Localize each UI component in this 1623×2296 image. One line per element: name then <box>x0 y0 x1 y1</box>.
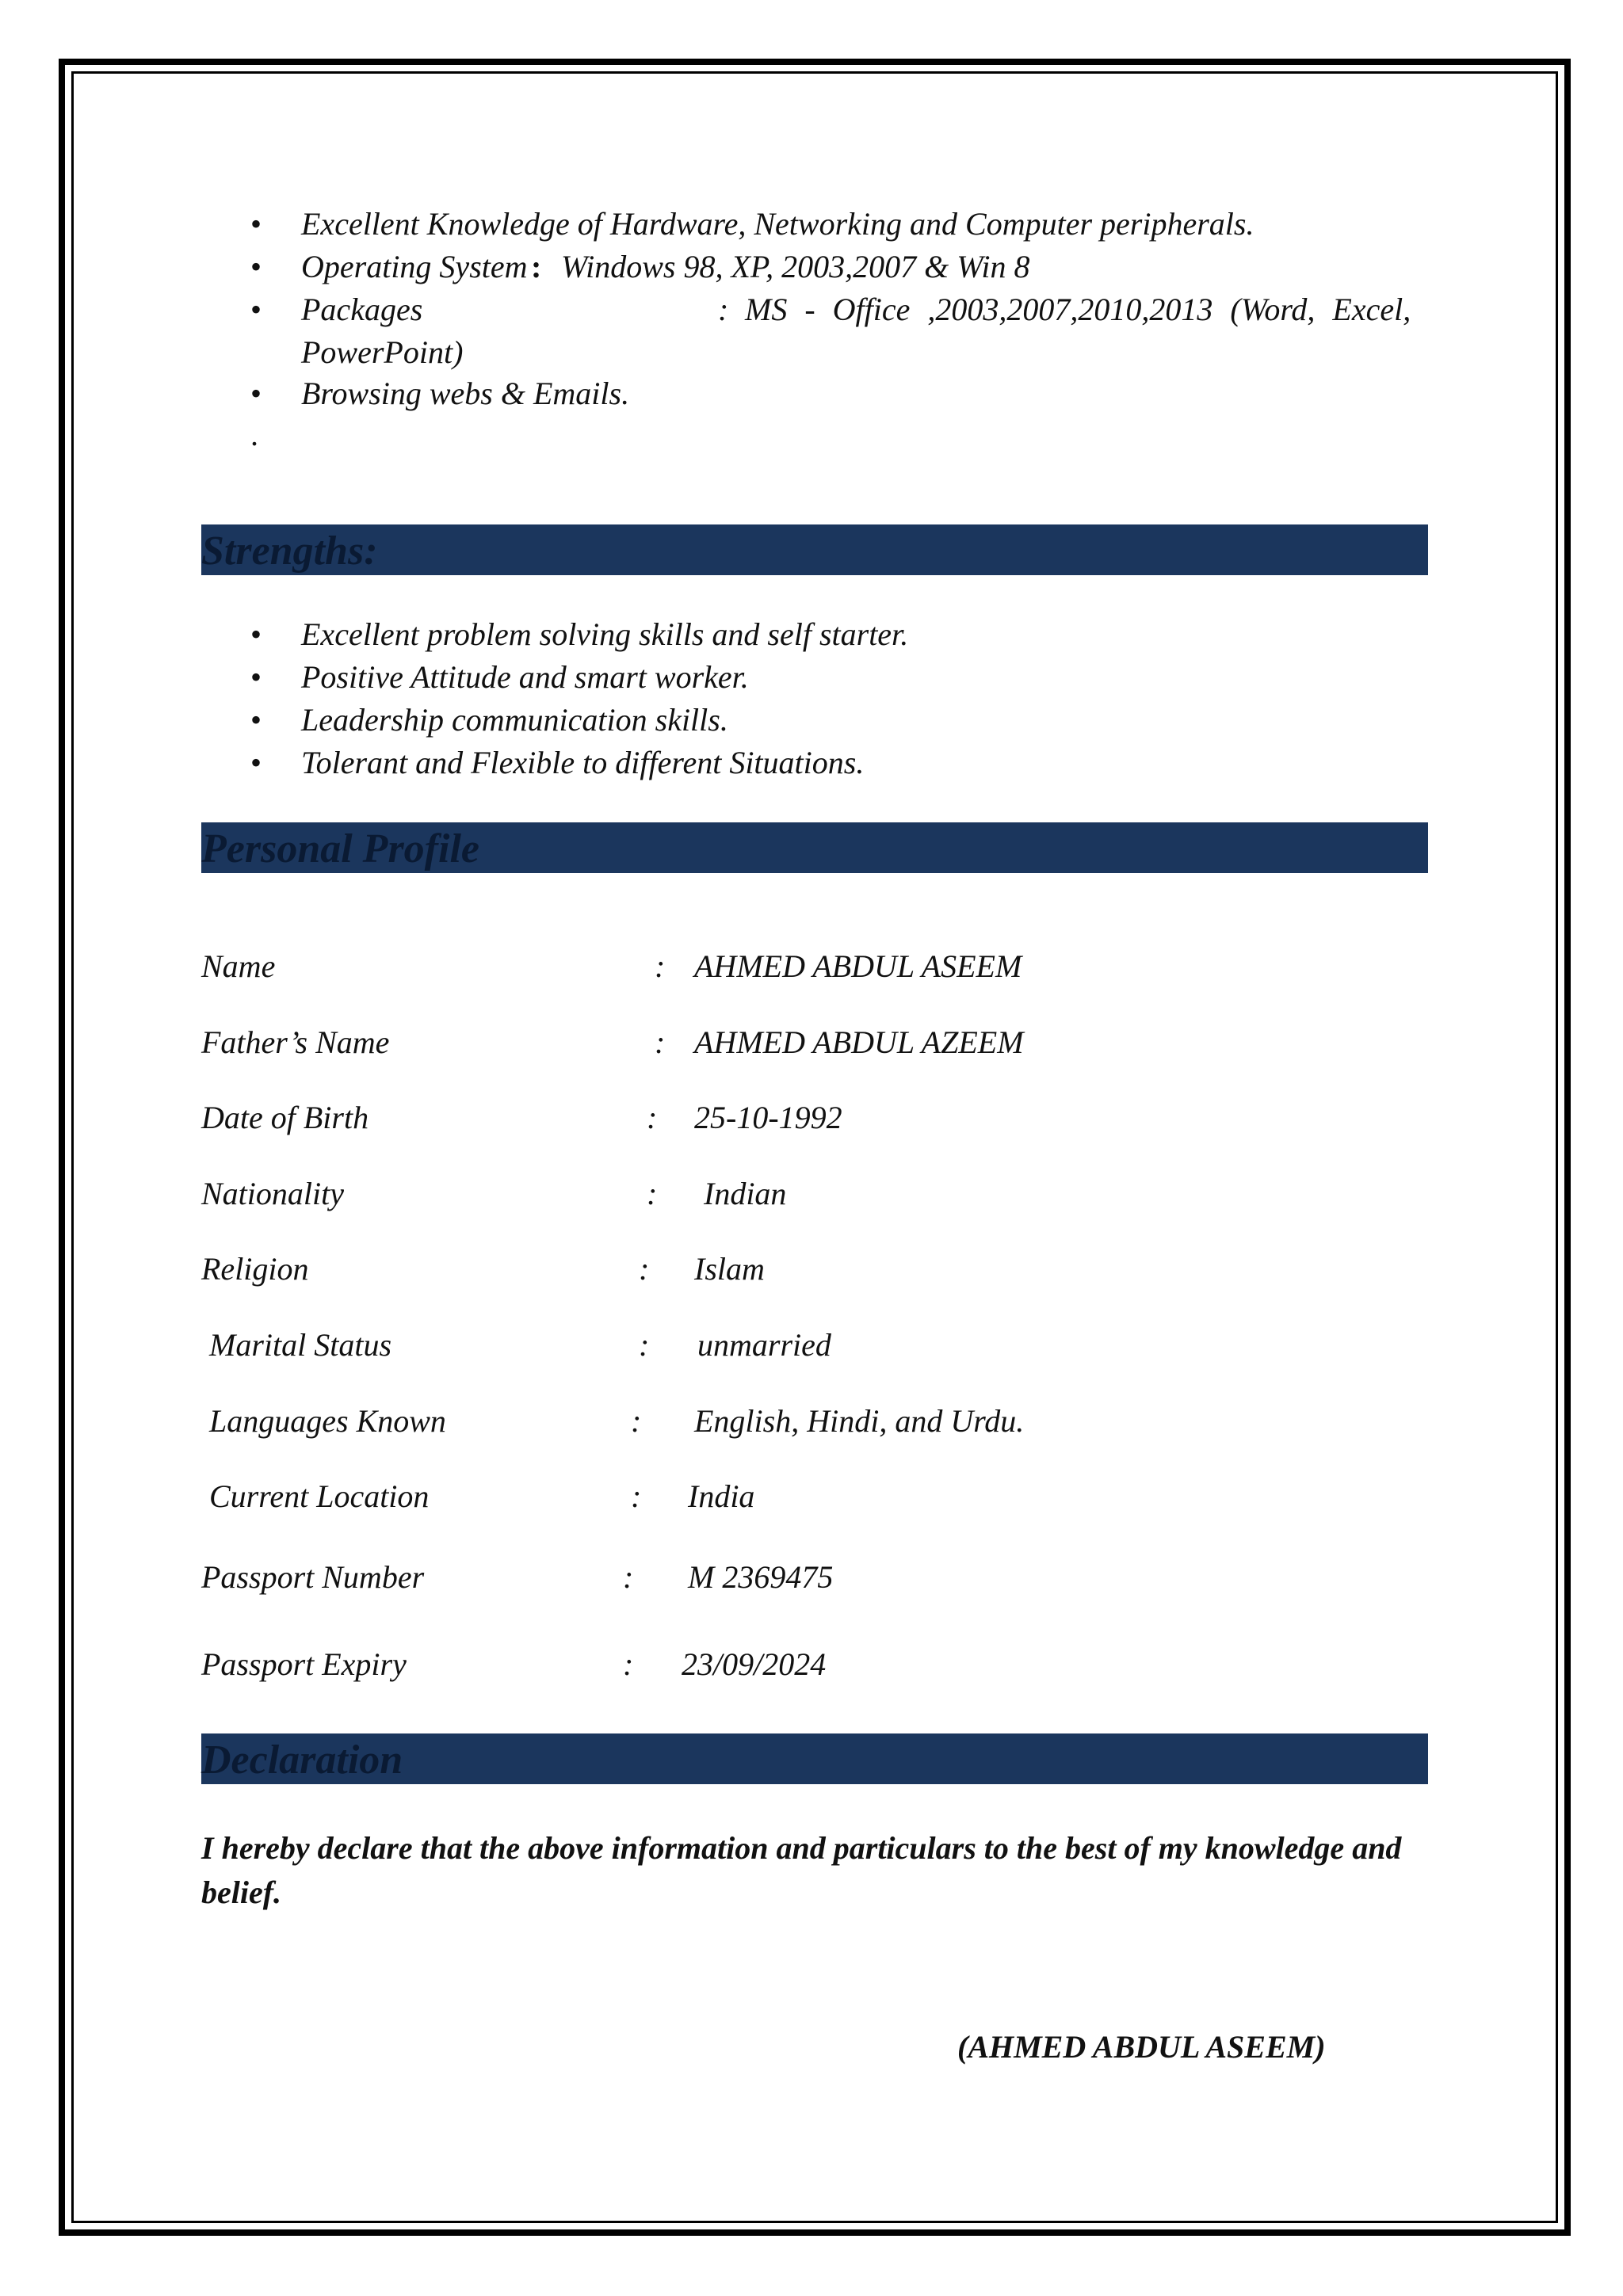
signature-name: (AHMED ABDUL ASEEM) <box>957 2029 1326 2065</box>
profile-value: AHMED ABDUL AZEEM <box>694 1024 1024 1060</box>
profile-separator: : <box>639 1251 650 1287</box>
declaration-text: I hereby declare that the above information and particulars to the best of my knowledge and belief. <box>201 1830 1402 1910</box>
profile-value: 25-10-1992 <box>694 1100 842 1135</box>
skill-value: MS - Office ,2003,2007,2010,2013 (Word, Excel, <box>745 292 1411 327</box>
profile-row <box>201 1558 1390 1598</box>
profile-label: Passport Expiry <box>201 1646 407 1682</box>
profile-value: Islam <box>694 1251 765 1287</box>
profile-row <box>201 948 1390 987</box>
profile-label: Current Location <box>209 1478 430 1514</box>
list-item <box>238 288 1426 374</box>
list-item <box>238 203 1426 246</box>
profile-separator: : <box>647 1176 658 1211</box>
section-title: Declaration <box>201 1737 403 1783</box>
profile-value: India <box>688 1478 755 1514</box>
profile-label: Nationality <box>201 1176 344 1211</box>
profile-value: Indian <box>704 1176 787 1211</box>
profile-label: Date of Birth <box>201 1100 369 1135</box>
personal-profile-header <box>201 822 1428 873</box>
skill-label: Packages <box>301 292 423 327</box>
profile-separator: : <box>623 1646 634 1682</box>
profile-row <box>201 1478 1390 1517</box>
list-item: • Positive Attitude and smart worker. <box>238 656 1426 699</box>
strengths-header <box>201 524 1428 575</box>
profile-value: unmarried <box>697 1327 831 1363</box>
profile-separator: : <box>623 1559 634 1595</box>
profile-separator: : <box>655 948 666 984</box>
profile-value: M 2369475 <box>688 1559 834 1595</box>
skill-separator: : <box>531 249 542 284</box>
profile-separator: : <box>647 1100 658 1135</box>
skill-value-continued: PowerPoint) <box>301 334 464 370</box>
profile-label: Languages Known <box>209 1403 446 1439</box>
skill-text: Browsing webs & Emails. <box>301 376 630 411</box>
profile-value: 23/09/2024 <box>682 1646 827 1682</box>
profile-separator: : <box>639 1327 650 1363</box>
skill-value: Windows 98, XP, 2003,2007 & Win 8 <box>561 249 1030 284</box>
declaration-header <box>201 1733 1428 1784</box>
profile-separator: : <box>631 1478 642 1514</box>
profile-value: English, Hindi, and Urdu. <box>694 1403 1025 1439</box>
profile-separator: : <box>631 1403 642 1439</box>
profile-label: Father’s Name <box>201 1024 390 1060</box>
profile-row <box>201 1646 1390 1685</box>
skill-label: Operating System <box>301 249 528 284</box>
profile-row <box>201 1099 1390 1138</box>
list-item: • Leadership communication skills. <box>238 699 1426 742</box>
trailing-dot: . <box>250 417 258 452</box>
profile-label: Religion <box>201 1251 309 1287</box>
skill-text: Excellent Knowledge of Hardware, Networking and Computer peripherals. <box>301 206 1254 242</box>
list-item: • Tolerant and Flexible to different Situations. <box>238 742 1426 784</box>
profile-separator: : <box>655 1024 666 1060</box>
profile-label: Passport Number <box>201 1559 425 1595</box>
list-item <box>238 246 1426 288</box>
profile-value: AHMED ABDUL ASEEM <box>694 948 1022 984</box>
profile-row <box>201 1326 1390 1366</box>
profile-row <box>201 1402 1390 1442</box>
section-title: Personal Profile <box>201 826 479 871</box>
list-item <box>238 372 1426 415</box>
strengths-list <box>238 613 1426 784</box>
profile-label: Marital Status <box>209 1327 392 1363</box>
skills-list <box>238 203 1426 415</box>
profile-row <box>201 1250 1390 1290</box>
skill-separator: : <box>718 292 729 327</box>
profile-label: Name <box>201 948 276 984</box>
profile-row <box>201 1024 1390 1063</box>
section-title: Strengths: <box>201 528 378 574</box>
list-item: • Excellent problem solving skills and self starter. <box>238 613 1426 656</box>
profile-row <box>201 1175 1390 1215</box>
